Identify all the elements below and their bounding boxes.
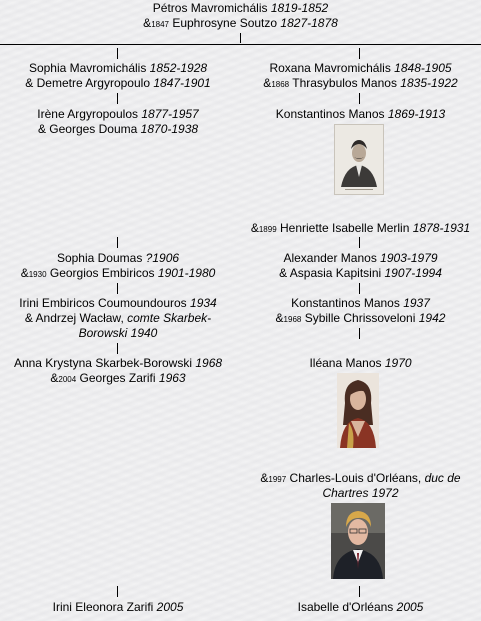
connector-line <box>117 343 118 354</box>
right-g2-person: Konstantinos Manos 1869-1913 <box>275 107 446 121</box>
right-g5-person: Iléana Manos 1970 <box>309 356 412 370</box>
spouse-name: Euphrosyne Soutzo <box>172 16 278 30</box>
left-g4-spouse: & Andrzej Wacław, comte Skarbek- <box>24 311 212 325</box>
left-g6-person: Irini Eleonora Zarifi 2005 <box>52 600 184 614</box>
person-dates: 1819-1852 <box>270 1 329 15</box>
marriage-year: 1847 <box>151 20 169 29</box>
left-g4-person: Irini Embiricos Coumoundouros 1934 <box>19 296 217 310</box>
connector-line <box>359 237 360 248</box>
left-g1-person: Sophia Mavromichális 1852-1928 <box>28 61 208 75</box>
connector-line <box>359 283 360 294</box>
portrait-photo <box>337 373 379 448</box>
left-g3-spouse: &1930 Georgios Embiricos 1901-1980 <box>20 266 216 280</box>
right-g2-spouse: &1899 Henriette Isabelle Merlin 1878-1931 <box>250 221 471 235</box>
right-g6-person: Isabelle d'Orléans 2005 <box>297 600 424 614</box>
portrait-photo <box>334 124 384 195</box>
root-spouse: &1847 Euphrosyne Soutzo 1827-1878 <box>143 16 338 30</box>
left-g1-spouse: & Demetre Argyropoulo 1847-1901 <box>25 76 211 90</box>
connector-line <box>359 93 360 104</box>
connector-line <box>117 586 118 597</box>
root-person <box>0 1 481 16</box>
connector-line <box>117 93 118 104</box>
right-g4-spouse: &1968 Sybille Chrissoveloni 1942 <box>275 311 446 325</box>
connector-line <box>359 328 360 339</box>
right-g3-person: Alexander Manos 1903-1979 <box>283 251 438 265</box>
person-name: Pétros Mavromichális <box>152 1 268 15</box>
spouse-dates: 1827-1878 <box>280 16 338 30</box>
left-g3-person: Sophia Doumas ?1906 <box>56 251 180 265</box>
right-g1-spouse: &1868 Thrasybulos Manos 1835-1922 <box>263 76 458 90</box>
right-g4-person: Konstantinos Manos 1937 <box>291 296 430 310</box>
left-g5-spouse: &2004 Georges Zarifi 1963 <box>50 371 186 385</box>
right-g3-spouse: & Aspasia Kapitsini 1907-1994 <box>279 266 442 280</box>
branch-line <box>0 44 481 45</box>
portrait-image <box>331 503 385 579</box>
portrait-image <box>337 373 379 448</box>
right-g5-spouse-cont: Chartres 1972 <box>322 486 399 500</box>
connector-line <box>240 33 241 43</box>
left-g5-person: Anna Krystyna Skarbek-Borowski 1968 <box>13 356 223 370</box>
left-g2-person: Irène Argyropoulos 1877-1957 <box>37 107 199 121</box>
left-g4-spouse-cont: Borowski 1940 <box>78 326 158 340</box>
right-g5-spouse: &1997 Charles-Louis d'Orléans, duc de <box>260 471 461 485</box>
connector-line <box>359 48 360 59</box>
connector-line <box>117 283 118 294</box>
right-g1-person: Roxana Mavromichális 1848-1905 <box>269 61 452 75</box>
portrait-photo <box>331 503 385 579</box>
connector-line <box>117 48 118 59</box>
connector-line <box>117 237 118 248</box>
left-g2-spouse: & Georges Douma 1870-1938 <box>37 122 199 136</box>
portrait-image <box>335 125 383 194</box>
connector-line <box>359 586 360 597</box>
